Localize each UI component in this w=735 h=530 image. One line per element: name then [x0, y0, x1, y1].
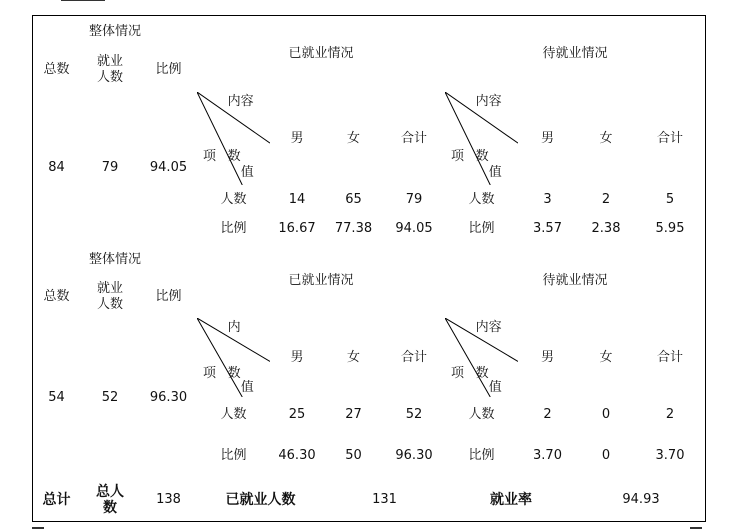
pending-ratio-value: 2.38 [577, 215, 636, 244]
diag-label-number: 数 [227, 365, 241, 381]
summary-total-people-label: 总人 数 [80, 478, 141, 522]
pending-ratio-label: 比例 [445, 433, 519, 479]
pending-ratio-value: 5.95 [635, 215, 706, 244]
employed-ratio-value: 16.67 [270, 215, 325, 244]
pending-ratio-value: 3.70 [518, 433, 578, 479]
diag-label-value: 值 [488, 380, 502, 396]
employed-diagonal-header [197, 92, 271, 186]
employed-ratio-value: 96.30 [383, 433, 446, 479]
summary-rate-value: 94.93 [577, 478, 706, 522]
employed-count-value: 25 [270, 397, 325, 434]
employed-count-value: 65 [324, 185, 384, 216]
employed-col-header: 女 [324, 318, 384, 398]
pending-ratio-label: 比例 [445, 215, 519, 244]
employed-group-title: 已就业情况 [197, 15, 446, 93]
bottom-left-mark [32, 521, 44, 529]
diag-label-item: 项 [203, 148, 217, 164]
col-total-header: 总数 [32, 48, 81, 93]
pending-count-value: 2 [577, 185, 636, 216]
pending-count-value: 5 [635, 185, 706, 216]
col-employed-count-header: 就业 人数 [80, 48, 141, 93]
employed-col-header: 男 [270, 92, 325, 186]
employed-count-label: 人数 [197, 185, 271, 216]
pending-count-label: 人数 [445, 185, 519, 216]
diag-label-item: 项 [451, 148, 465, 164]
pending-col-header: 女 [577, 92, 636, 186]
pending-group-title: 待就业情况 [445, 15, 706, 93]
summary-employed-label: 已就业人数 [197, 478, 325, 522]
col-total-header: 总数 [32, 276, 81, 319]
employed-count-value: 79 [383, 185, 446, 216]
employed-ratio-value: 94.05 [383, 215, 446, 244]
diag-label-value: 值 [488, 165, 502, 181]
summary-rate-label: 就业率 [445, 478, 578, 522]
pending-count-value: 3 [518, 185, 578, 216]
summary-total-label: 总计 [32, 478, 81, 522]
diag-label-content: 内容 [475, 94, 502, 109]
pending-ratio-value: 3.70 [635, 433, 706, 479]
pending-diagonal-header [445, 92, 519, 186]
employed-ratio-value: 50 [324, 433, 384, 479]
employed-value: 79 [80, 92, 141, 244]
col-employed-count-header: 就业 人数 [80, 276, 141, 319]
employed-ratio-value: 46.30 [270, 433, 325, 479]
pending-count-value: 0 [577, 397, 636, 434]
bottom-right-mark [690, 521, 702, 529]
employed-col-header: 男 [270, 318, 325, 398]
overall-title: 整体情况 [32, 15, 198, 49]
pending-ratio-value: 0 [577, 433, 636, 479]
employed-col-header: 女 [324, 92, 384, 186]
pending-diagonal-header [445, 318, 519, 398]
pending-count-value: 2 [518, 397, 578, 434]
diag-label-value: 值 [240, 165, 254, 181]
employed-group-title: 已就业情况 [197, 243, 446, 319]
employed-count-value: 14 [270, 185, 325, 216]
total-value: 84 [32, 92, 81, 244]
pending-col-header: 女 [577, 318, 636, 398]
employed-count-value: 27 [324, 397, 384, 434]
employed-ratio-label: 比例 [197, 215, 271, 244]
employed-count-value: 52 [383, 397, 446, 434]
pending-count-label: 人数 [445, 397, 519, 434]
pending-col-header: 合计 [635, 318, 706, 398]
col-ratio-header: 比例 [140, 276, 198, 319]
col-ratio-header: 比例 [140, 48, 198, 93]
diag-label-number: 数 [475, 148, 489, 164]
employed-value: 52 [80, 318, 141, 479]
overall-title: 整体情况 [32, 243, 198, 277]
total-value: 54 [32, 318, 81, 479]
employed-count-label: 人数 [197, 397, 271, 434]
employed-col-header: 合计 [383, 92, 446, 186]
pending-col-header: 男 [518, 318, 578, 398]
employed-col-header: 合计 [383, 318, 446, 398]
summary-total-people-value: 138 [140, 478, 198, 522]
pending-col-header: 男 [518, 92, 578, 186]
diag-label-content: 内容 [227, 94, 254, 109]
top-edge-mark [61, 0, 105, 4]
employed-ratio-label: 比例 [197, 433, 271, 479]
diag-label-number: 数 [475, 365, 489, 381]
summary-employed-value: 131 [324, 478, 446, 522]
diag-label-content: 内容 [475, 320, 502, 335]
pending-col-header: 合计 [635, 92, 706, 186]
ratio-value: 94.05 [140, 92, 198, 244]
pending-ratio-value: 3.57 [518, 215, 578, 244]
pending-group-title: 待就业情况 [445, 243, 706, 319]
employed-diagonal-header [197, 318, 271, 398]
diag-label-item: 项 [203, 365, 217, 381]
pending-count-value: 2 [635, 397, 706, 434]
diag-label-content: 内 [227, 320, 241, 335]
diag-label-number: 数 [227, 148, 241, 164]
diag-label-value: 值 [240, 380, 254, 396]
ratio-value: 96.30 [140, 318, 198, 479]
employed-ratio-value: 77.38 [324, 215, 384, 244]
diag-label-item: 项 [451, 365, 465, 381]
